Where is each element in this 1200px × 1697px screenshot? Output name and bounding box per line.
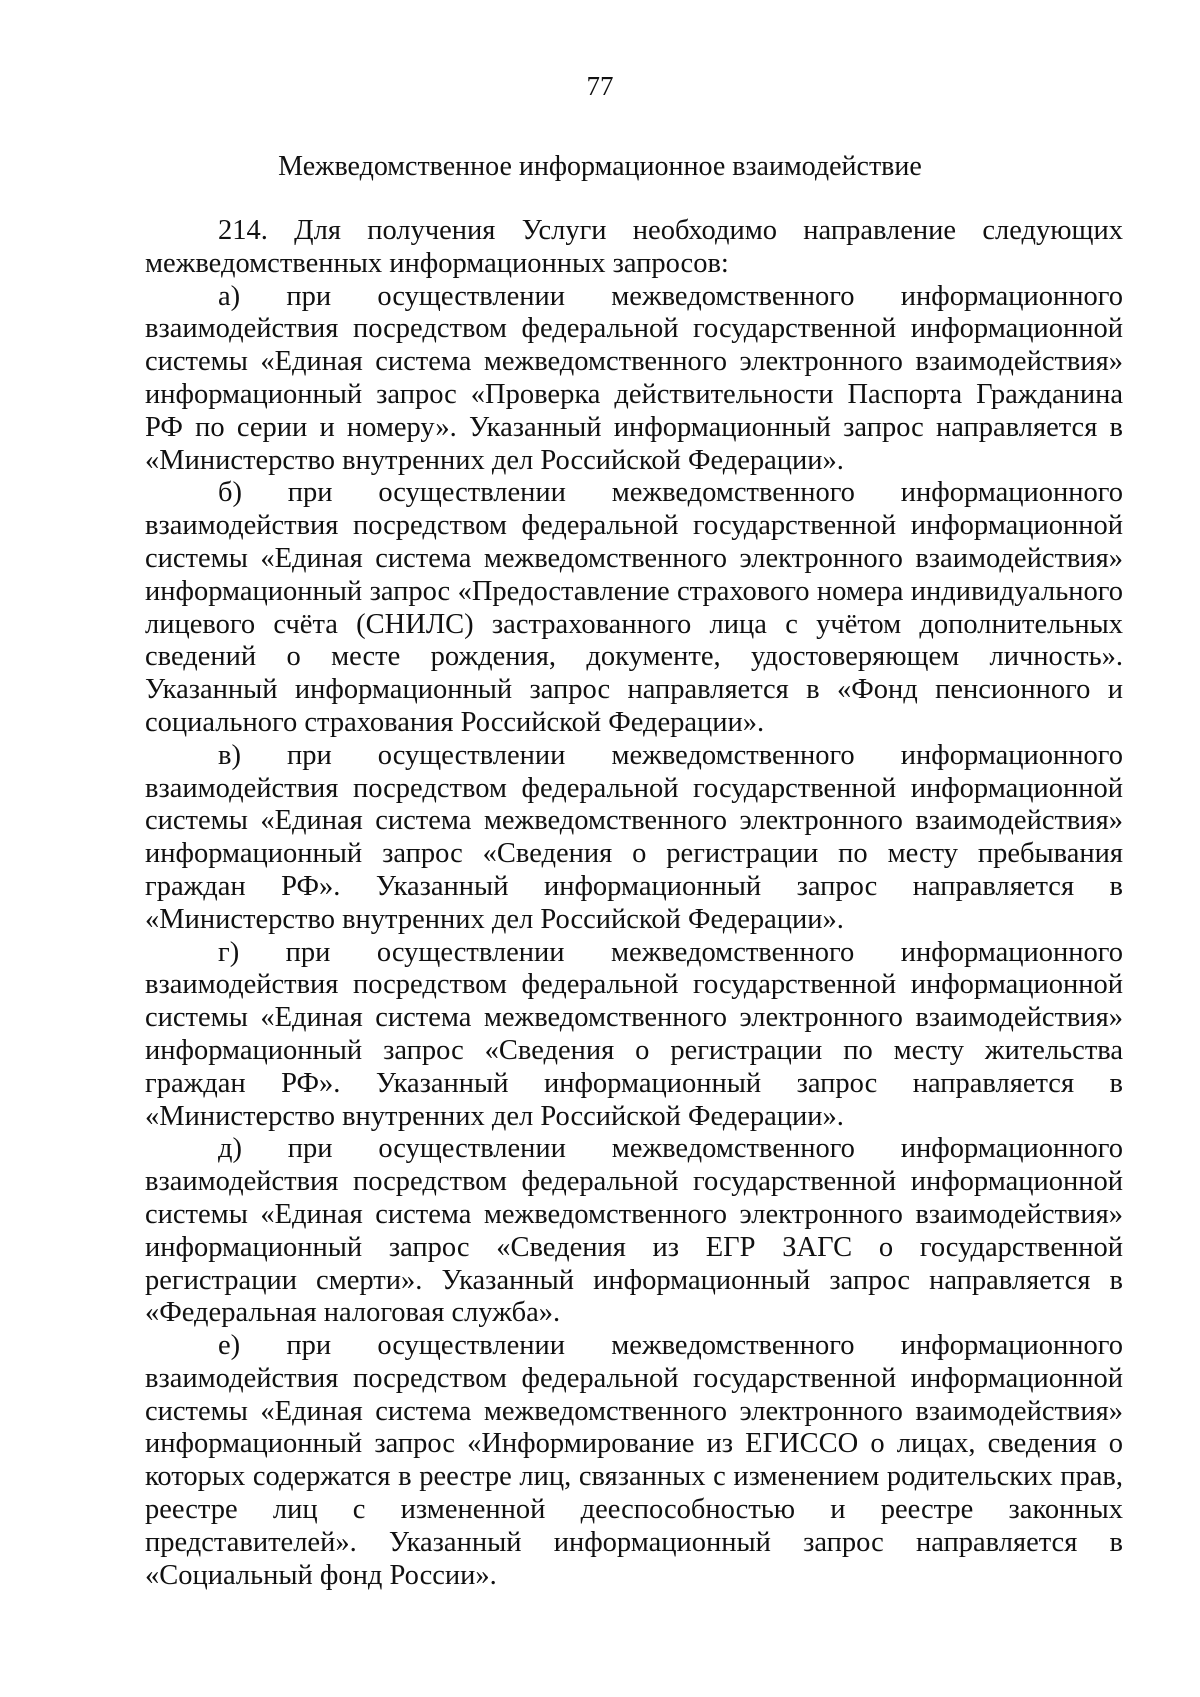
paragraph-item-g: г) при осуществлении межведомственного информационного взаимодействия посредством федеральной государственной информационной системы «Единая система межведомственного электронного взаимодействия» информационный запрос «Сведения о регистрации по месту жительства граждан РФ». Указанный информационный запрос направляется в «Министерство внутренних дел Российской Федерации».: [145, 936, 1123, 1132]
page-number: 77: [586, 71, 614, 101]
paragraph-214: 214. Для получения Услуги необходимо направление следующих межведомственных информационных запросов:: [145, 215, 1123, 279]
paragraph-item-e: е) при осуществлении межведомственного информационного взаимодействия посредством федеральной государственной информационной системы «Единая система межведомственного электронного взаимодействия» информационный запрос «Информирование из ЕГИССО о лицах, сведения о которых содержатся в реестре лиц, связанных с изменением родительских прав, реестре лиц с измененной дееспособностью и реестре законных представителей». Указанный информационный запрос направляется в «Социальный фонд России».: [145, 1330, 1123, 1591]
paragraph-item-d: д) при осуществлении межведомственного информационного взаимодействия посредством федеральной государственной информационной системы «Единая система межведомственного электронного взаимодействия» информационный запрос «Сведения из ЕГР ЗАГС о государственной регистрации смерти». Указанный информационный запрос направляется в «Федеральная налоговая служба».: [145, 1133, 1123, 1329]
paragraph-item-b: б) при осуществлении межведомственного информационного взаимодействия посредством федеральной государственной информационной системы «Единая система межведомственного электронного взаимодействия» информационный запрос «Предоставление страхового номера индивидуального лицевого счёта (СНИЛС) застрахованного лица с учётом дополнительных сведений о месте рождения, документе, удостоверяющем личность». Указанный информационный запрос направляется в «Фонд пенсионного и социального страхования Российской Федерации».: [145, 477, 1123, 738]
section-title: Межведомственное информационное взаимодействие: [278, 151, 922, 182]
paragraph-item-v: в) при осуществлении межведомственного информационного взаимодействия посредством федеральной государственной информационной системы «Единая система межведомственного электронного взаимодействия» информационный запрос «Сведения о регистрации по месту пребывания граждан РФ». Указанный информационный запрос направляется в «Министерство внутренних дел Российской Федерации».: [145, 739, 1123, 935]
body-text: [145, 215, 1123, 1592]
paragraph-item-a: а) при осуществлении межведомственного информационного взаимодействия посредством федеральной государственной информационной системы «Единая система межведомственного электронного взаимодействия» информационный запрос «Проверка действительности Паспорта Гражданина РФ по серии и номеру». Указанный информационный запрос направляется в «Министерство внутренних дел Российской Федерации».: [145, 280, 1123, 476]
